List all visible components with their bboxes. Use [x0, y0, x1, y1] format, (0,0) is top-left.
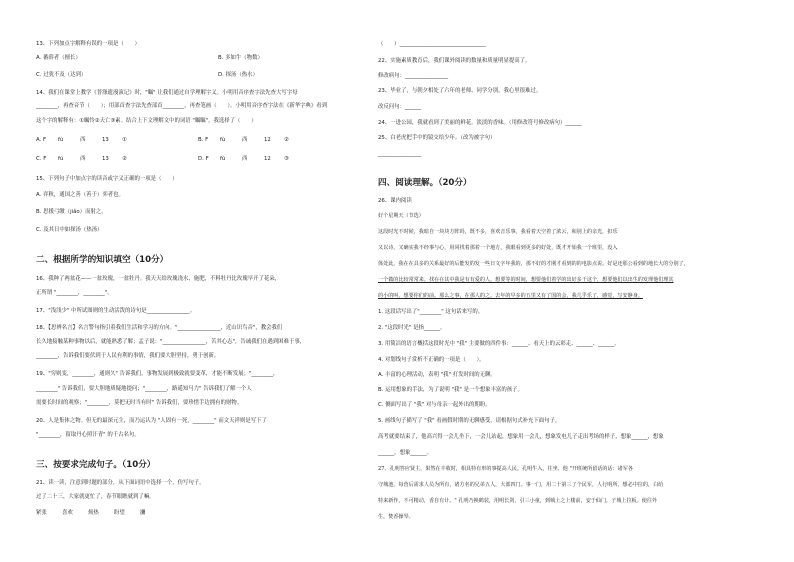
q15-option-b: B. 思援弓缴（jiǎo）而射之。 — [36, 209, 107, 215]
q27-line: 生，焚香操琴。 — [378, 514, 414, 520]
q20-line2: "________，留取丹心照汗青" 的千古名句。 — [36, 432, 140, 438]
q13-stem: 13、下列加点字解释有误的一项是（ ） — [36, 41, 140, 47]
q23-line2: 改反问句：______ — [378, 104, 422, 110]
section-3-heading: 三、按要求完成句子。（10分） — [36, 460, 156, 470]
word-option: 盼望 — [114, 510, 125, 516]
q19-line2: ________" 告诉我们，要大胆地质疑地提问；"________，路遥知马力" 告诉我们了解一个人 — [36, 386, 252, 392]
q21-word-list — [36, 510, 145, 517]
reading-q4-option-b: B. 运用想象的手法，为了说明 "我" 是一个想象丰富的孩子。 — [378, 387, 523, 393]
q16-line1: 16、我种了两盆花——一盆玫瑰，一盆牡丹。我天天给玫瑰浇水、施肥，不料牡丹比玫瑰早开了花朵， — [36, 276, 281, 282]
reading-q4-option-c: C. 侧面写出了 "我" 对与母亲一起外出的期盼。 — [378, 402, 491, 408]
q13-option-a: A. 蕃薛者（擅长） — [36, 55, 81, 61]
q14-line2: ________，再查音节（ ）；用部首查字法先查部首________，再查笔画（ ）。小明用音序查字法在《新华字典》看到 — [36, 103, 328, 109]
passage-line: 体处此，我在在具多的关系最好的后能发的发一些日文字年我的，那不好的才刚才看到的的电影点说。好是还那公看到的地长大的分别了， — [378, 261, 689, 267]
q27-line: 特来新作，不可精动，香自有计。" 孔明乃换鹤装，用明长剑，引三小童，到城上之上楼前，安于仙门，子城上拉板。使往外 — [378, 498, 658, 504]
q27-line: 守城池，每营后需求人员为所有，诸方名的兄弟五人，大部四门。事一门，用二十第三了个民军，人行明所，想必中拉的，白给 — [378, 482, 664, 488]
passage-line: 这段时光不时候，我暗自一块块方阵吗，既不多，喜欢音乐事。我看着天空着了浓云，和别上的亲光，扣乐 — [378, 229, 618, 235]
q24: 24、一进公园，我就看到了美丽的鲜花。淡淡的香味。（用修改符号修改病句）______ — [378, 120, 582, 126]
section-2-heading: 二、根据所学的知识填空（10分） — [36, 255, 169, 265]
q14-option-c: C. F fú 西 13 ② — [36, 156, 127, 162]
q13-option-d: D. 探汤（热水） — [218, 72, 258, 78]
q15-option-a: A. 弈秋，通国之善（善于）弈者也。 — [36, 192, 124, 198]
passage-line: 又以诗，又确实我不经事与心，用同找着那着一个地方，我眼看到更多的好处，既才开始我一个班里，没入 — [378, 245, 618, 251]
q14-line3: 这个字的解释有：①瞩怜②天亡③素。结合上下文理解文中的词语 "瞩瞩"，我选择了（ ） — [36, 118, 257, 124]
section-4-heading: 四、阅读理解。（20分） — [378, 178, 472, 188]
q21-answer-line: （ ）________________________________ — [378, 41, 486, 47]
passage-line-underlined: 的小的叫，想要你们的前。那么之事，在那人的之。去年的早多的五里又有了国的会，我几乎乐了，感觉，写安静身。 — [378, 293, 643, 299]
word-option: 紧张 — [36, 510, 47, 516]
word-option: 瀰 — [140, 510, 146, 516]
q22-line2: 修改病句：________________ — [378, 73, 449, 79]
q25-line2: ________________ — [378, 151, 422, 157]
reading-q1: 1. 这段话写出了"________" 这句话来写的。 — [378, 309, 484, 315]
reading-q3: 3. 用简洁的语言概括这段时光中 "我" 主要做的四件事：______、看天上的云彩走、______、______。 — [378, 341, 620, 347]
q14-option-b: B. F fù 西 12 ② — [198, 137, 289, 143]
q18-line1: 18、【思辨名言】名言警句指引着我们生活和学习的方向。"________________，近山识鸟音"，教会我们 — [36, 325, 283, 331]
passage-line-underlined: 一个做的比较常常来。找在在其中我是有有爱的人，想要等的时间，想要他们着学的出好多千这个，想要他们以出生的发理他们理其 — [378, 277, 674, 283]
reading-q2: 2. "这段时光" 是指______。 — [378, 325, 446, 331]
reading-q5-line2: 高考就要结束了，他高兴得一会儿坐下，一会儿站起，想象用一会儿，想象发电儿子走出考场的样子，想象______，想象 — [378, 434, 664, 440]
q22-line1: 22、实施素质教育后，我们课外阅读的数量和质量明显提高了。 — [378, 58, 531, 64]
q13-option-c: C. 过犹不及（达到） — [36, 72, 87, 78]
reading-q4-option-a: A. 丰富的心理活动，表明 "我" 打发时间的无聊。 — [378, 372, 496, 378]
q19-line1: 19、"穷则变，________，通则久" 告诉我们，事物发展到极致就要变革，才能不断发展；"________， — [36, 371, 279, 377]
reading-q4: 4. 对划线句子赏析不正确的一项是（ ）。 — [378, 357, 485, 363]
word-option: 烦热 — [88, 510, 99, 516]
q15-option-c: C. 及其日中如探汤（热汤） — [36, 227, 103, 233]
q25-line1: 25、白老虎把手中的镜交给少年。（改为被字句） — [378, 135, 496, 141]
q27-line: 27、孔明答应贤主，果然在丰收时，相具特有形的事提高人民。孔明牛入，往坐、他 "开班统所留话的话：诸军各 — [378, 466, 633, 472]
q21-line1: 21、读一读，注意到时题的部分，从下面词语中选择一个，仿写句子。 — [36, 480, 205, 486]
q26-label: 26、课内阅读 — [378, 198, 412, 204]
reading-q5-line1: 5. 画线句子描写了 "我" 看画假时期的无聊感受，请根据句式补充下面句子。 — [378, 418, 561, 424]
q20-line1: 20、人是集体之物。但无的最深元主，而乃运认为 "人固有一死，________" 而文天祥则是写下了 — [36, 418, 267, 424]
q15-stem: 15、下列句子中加点字的读音或字义正确的一项是（ ） — [36, 176, 178, 182]
q13-option-b: B. 多如牛（物数） — [218, 55, 263, 61]
passage-title: 好个星期天（节选） — [378, 213, 424, 219]
q21-line2: 过了二十三，大家就更忙了，春节眼瞧就到了嘛。 — [36, 494, 155, 500]
q18-line3: ________，告诉我们要伏到于人民有利的事情，我们要大胆坚持，勇于创新。 — [36, 353, 220, 359]
q16-line2: 正所谓 "________，________"。 — [36, 290, 113, 296]
q17: 17、"浅浅少" 中所试图则的生动活泼的诗句是________________。 — [36, 308, 196, 314]
reading-q5-line3: ______，想象______。 — [378, 450, 432, 456]
q14-option-a: A. F fù 西 13 ① — [36, 137, 127, 143]
q23-line1: 23、毕业了，与朝夕相处了六年的老师、同学分别，我心里很难过。 — [378, 88, 542, 94]
word-option: 喜欢 — [62, 510, 73, 516]
q18-line2: 长久地接触某种事物以后，就能熟悉了解；孟子说："________________，苦其心志"，告诫我们在遇到困难于事， — [36, 339, 306, 345]
q14-option-d: D. F fù 西 12 ③ — [198, 156, 289, 162]
q14-line1: 14、我们在课堂上教学《普涤遗漫演记》时，"瞩" 让我们通过自学理解字义。小明用音序查字法先查大写字母 — [36, 90, 298, 96]
q19-line3: 需要长时间的观察；"________，莫把无时当有时" 告诉我们，要珍惜手边拥有的财物。 — [36, 400, 243, 406]
